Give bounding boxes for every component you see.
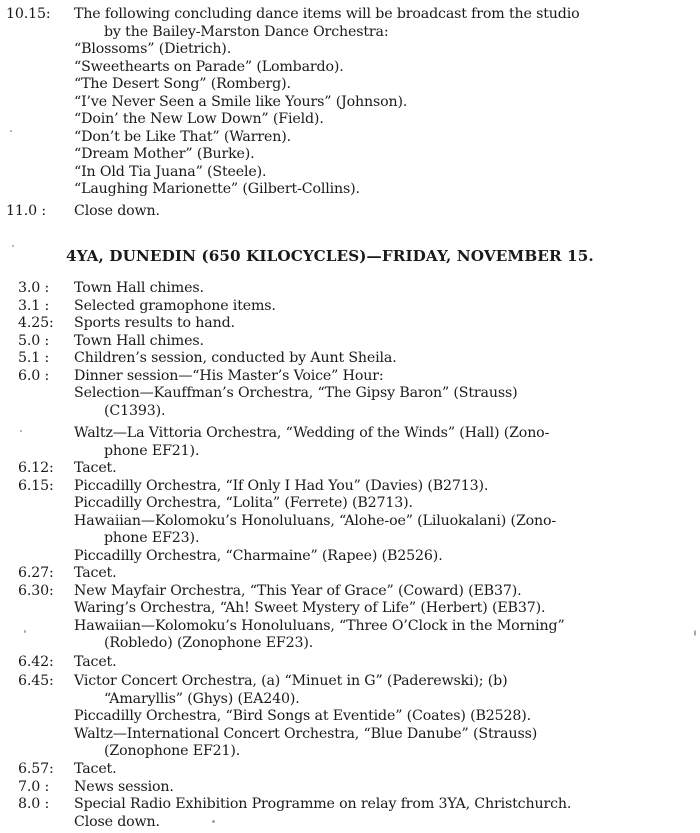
print-speck bbox=[20, 430, 22, 432]
time-label: 6.0 : bbox=[18, 367, 50, 384]
program-text: Victor Concert Orchestra, (a) “Minuet in G” (Paderewski); (b) bbox=[74, 673, 508, 689]
time-label: 6.30: bbox=[18, 582, 54, 599]
program-text: Close down. bbox=[74, 203, 160, 219]
time-label: 6.45: bbox=[18, 673, 54, 689]
print-speck bbox=[12, 245, 14, 247]
station-heading: 4YA, DUNEDIN (650 KILOCYCLES)—FRIDAY, NOVEMBER 15. bbox=[66, 247, 594, 265]
program-text: The following concluding dance items will be broadcast from the studio bbox=[74, 6, 580, 22]
program-text: “Laughing Marionette” (Gilbert-Collins). bbox=[74, 181, 360, 197]
program-text: “Don’t be Like That” (Warren). bbox=[74, 128, 291, 145]
program-text: Tacet. bbox=[74, 654, 117, 670]
program-text: “Sweethearts on Parade” (Lombardo). bbox=[74, 58, 344, 75]
program-text: (Zonophone EF21). bbox=[104, 743, 241, 759]
program-text: Special Radio Exhibition Programme on relay from 3YA, Christchurch. bbox=[74, 796, 572, 812]
program-text: Piccadilly Orchestra, “Bird Songs at Eventide” (Coates) (B2528). bbox=[74, 708, 532, 724]
program-text: (C1393). bbox=[104, 402, 166, 419]
program-text: Hawaiian—Kolomoku’s Honoluluans, “Three O’Clock in the Morning” bbox=[74, 617, 565, 634]
time-label: 5.1 : bbox=[18, 350, 50, 366]
time-label: 6.12: bbox=[18, 460, 54, 476]
print-speck bbox=[212, 820, 215, 823]
time-label: 6.57: bbox=[18, 761, 54, 777]
time-label: 3.1 : bbox=[18, 297, 50, 314]
program-text: Waltz—La Vittoria Orchestra, “Wedding of the Winds” (Hall) (Zono- bbox=[74, 425, 550, 441]
program-text: Piccadilly Orchestra, “If Only I Had You” (Davies) (B2713). bbox=[74, 477, 489, 494]
program-text: “Doin’ the New Low Down” (Field). bbox=[74, 111, 324, 127]
program-text: phone EF23). bbox=[104, 530, 200, 546]
program-text: Town Hall chimes. bbox=[74, 332, 204, 349]
time-label: 10.15: bbox=[6, 6, 51, 22]
program-text: Tacet. bbox=[74, 761, 117, 777]
program-text: Piccadilly Orchestra, “Lolita” (Ferrete) (B2713). bbox=[74, 495, 413, 511]
time-label: 6.15: bbox=[18, 477, 54, 494]
program-text: Tacet. bbox=[74, 565, 117, 581]
program-text: Selection—Kauffman’s Orchestra, “The Gipsy Baron” (Strauss) bbox=[74, 385, 518, 401]
time-label: 3.0 : bbox=[18, 280, 50, 296]
program-text: Children’s session, conducted by Aunt Sheila. bbox=[74, 350, 397, 366]
program-text: “In Old Tia Juana” (Steele). bbox=[74, 163, 267, 180]
print-speck bbox=[24, 630, 26, 633]
time-label: 7.0 : bbox=[18, 778, 50, 795]
program-text: “The Desert Song” (Romberg). bbox=[74, 76, 291, 92]
time-label: 4.25: bbox=[18, 315, 54, 331]
program-text: by the Bailey-Marston Dance Orchestra: bbox=[104, 23, 389, 40]
program-text: “Blossoms” (Dietrich). bbox=[74, 41, 232, 57]
program-text: Sports results to hand. bbox=[74, 315, 235, 331]
program-text: “Dream Mother” (Burke). bbox=[74, 146, 255, 162]
program-text: New Mayfair Orchestra, “This Year of Grace” (Coward) (EB37). bbox=[74, 582, 522, 599]
program-text: “Amaryllis” (Ghys) (EA240). bbox=[104, 690, 300, 707]
program-text: Waring’s Orchestra, “Ah! Sweet Mystery of Life” (Herbert) (EB37). bbox=[74, 600, 546, 616]
print-speck bbox=[10, 130, 12, 132]
program-text: Selected gramophone items. bbox=[74, 297, 276, 314]
program-text: Town Hall chimes. bbox=[74, 280, 204, 296]
time-label: 8.0 : bbox=[18, 796, 50, 812]
program-text: Piccadilly Orchestra, “Charmaine” (Rapee) (B2526). bbox=[74, 547, 443, 564]
program-text: Waltz—International Concert Orchestra, “Blue Danube” (Strauss) bbox=[74, 725, 538, 742]
time-label: 5.0 : bbox=[18, 332, 50, 349]
program-text: Tacet. bbox=[74, 460, 117, 476]
program-text: (Robledo) (Zonophone EF23). bbox=[104, 635, 314, 651]
program-text: “I’ve Never Seen a Smile like Yours” (Johnson). bbox=[74, 93, 408, 110]
program-text: Hawaiian—Kolomoku’s Honoluluans, “Alohe-oe” (Liluokalani) (Zono- bbox=[74, 512, 557, 529]
time-label: 6.42: bbox=[18, 654, 54, 670]
program-text: phone EF21). bbox=[104, 442, 200, 459]
time-label: 11.0 : bbox=[6, 203, 46, 219]
program-text: Dinner session—“His Master’s Voice” Hour: bbox=[74, 367, 384, 384]
print-speck bbox=[694, 630, 696, 636]
program-text: News session. bbox=[74, 778, 174, 795]
program-text: Close down. bbox=[74, 813, 160, 830]
time-label: 6.27: bbox=[18, 565, 54, 581]
